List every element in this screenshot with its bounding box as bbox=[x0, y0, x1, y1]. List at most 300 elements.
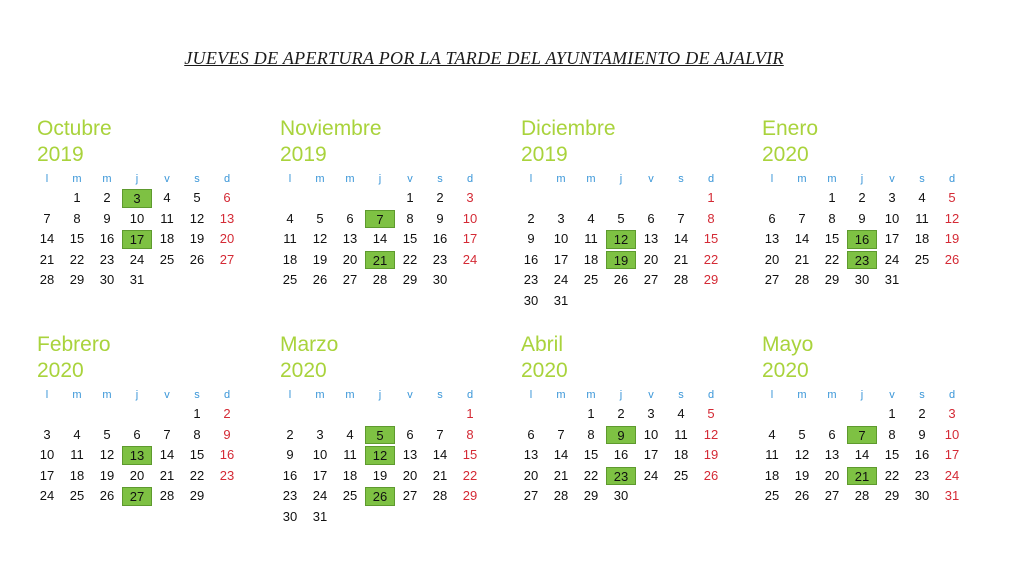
day: 23 bbox=[523, 272, 539, 287]
weekday-label: j bbox=[135, 389, 139, 401]
day: 28 bbox=[673, 272, 689, 287]
empty-cell bbox=[787, 188, 817, 209]
empty-cell bbox=[817, 404, 847, 425]
day: 31 bbox=[553, 292, 569, 308]
weekday-label: j bbox=[860, 389, 864, 401]
open-thursday-day: 19 bbox=[606, 251, 636, 270]
day: 7 bbox=[557, 426, 565, 442]
day: 15 bbox=[462, 447, 478, 462]
weekday-label: m bbox=[72, 389, 82, 401]
weekday-label: d bbox=[466, 389, 474, 401]
weekday-label: l bbox=[529, 389, 533, 401]
day: 30 bbox=[854, 272, 870, 287]
empty-cell bbox=[546, 404, 576, 425]
empty-cell bbox=[757, 404, 787, 425]
day: 28 bbox=[432, 488, 448, 503]
empty-cell bbox=[62, 404, 92, 425]
weekday-label: v bbox=[407, 389, 413, 401]
weekday-header bbox=[32, 170, 247, 188]
day: 2 bbox=[858, 190, 866, 205]
day: 4 bbox=[163, 190, 171, 205]
day: 21 bbox=[794, 251, 810, 267]
open-thursday-day: 17 bbox=[122, 230, 152, 249]
weekday-label: v bbox=[889, 173, 895, 185]
day: 3 bbox=[43, 426, 51, 442]
month-year: 2020 bbox=[762, 359, 809, 382]
day: 12 bbox=[944, 210, 960, 226]
day: 9 bbox=[918, 426, 926, 442]
day-grid bbox=[757, 188, 972, 291]
day: 11 bbox=[70, 447, 84, 462]
day: 11 bbox=[160, 210, 174, 226]
day: 19 bbox=[703, 447, 719, 462]
day: 8 bbox=[406, 210, 414, 226]
day: 24 bbox=[312, 488, 328, 503]
day: 7 bbox=[677, 210, 685, 226]
day: 26 bbox=[703, 467, 719, 483]
day: 2 bbox=[617, 406, 625, 421]
day: 6 bbox=[223, 190, 231, 205]
day: 25 bbox=[673, 467, 689, 483]
day: 20 bbox=[342, 251, 358, 267]
day: 24 bbox=[643, 467, 659, 483]
day: 11 bbox=[915, 210, 929, 226]
empty-cell bbox=[636, 188, 666, 209]
weekday-label: v bbox=[407, 173, 413, 185]
day: 29 bbox=[884, 488, 900, 503]
day: 22 bbox=[824, 251, 840, 267]
page-title: JUEVES DE APERTURA POR LA TARDE DEL AYUNTAMIENTO DE AJALVIR bbox=[184, 48, 784, 68]
day: 13 bbox=[402, 447, 418, 462]
day-grid bbox=[275, 404, 490, 527]
weekday-label: d bbox=[707, 389, 715, 401]
weekday-label: v bbox=[164, 173, 170, 185]
day: 6 bbox=[346, 210, 354, 226]
weekday-label: d bbox=[223, 173, 231, 185]
empty-cell bbox=[576, 188, 606, 209]
day: 15 bbox=[884, 447, 900, 462]
day: 20 bbox=[643, 251, 659, 267]
month-year: 2020 bbox=[762, 143, 809, 166]
day: 31 bbox=[944, 488, 960, 503]
month-octubre bbox=[32, 116, 247, 291]
day: 20 bbox=[824, 467, 840, 483]
day: 5 bbox=[103, 426, 111, 442]
day: 30 bbox=[613, 488, 629, 503]
day: 19 bbox=[99, 467, 115, 483]
day: 8 bbox=[193, 426, 201, 442]
day: 28 bbox=[553, 488, 569, 503]
month-year: 2019 bbox=[280, 143, 327, 166]
weekday-label: l bbox=[770, 389, 774, 401]
day: 30 bbox=[523, 292, 539, 308]
day: 9 bbox=[858, 210, 866, 226]
day: 4 bbox=[918, 190, 926, 205]
day: 1 bbox=[707, 190, 715, 205]
day: 25 bbox=[914, 251, 930, 267]
day: 29 bbox=[703, 272, 719, 287]
month-name: Octubre bbox=[37, 117, 112, 140]
weekday-label: m bbox=[345, 173, 355, 185]
day: 14 bbox=[432, 447, 448, 462]
day: 2 bbox=[223, 406, 231, 421]
month-noviembre bbox=[275, 116, 490, 291]
weekday-label: m bbox=[586, 389, 596, 401]
day: 1 bbox=[193, 406, 201, 421]
day: 19 bbox=[189, 231, 205, 246]
day: 29 bbox=[402, 272, 418, 287]
day: 28 bbox=[794, 272, 810, 287]
day: 12 bbox=[312, 231, 328, 246]
day: 5 bbox=[948, 190, 956, 205]
day: 20 bbox=[764, 251, 780, 267]
day: 25 bbox=[342, 488, 358, 503]
day: 31 bbox=[312, 508, 328, 524]
day: 20 bbox=[219, 231, 235, 246]
weekday-label: s bbox=[919, 173, 925, 185]
weekday-label: d bbox=[707, 173, 715, 185]
day: 28 bbox=[39, 272, 55, 287]
weekday-label: m bbox=[556, 173, 566, 185]
month-year: 2020 bbox=[280, 359, 327, 382]
weekday-label: m bbox=[556, 389, 566, 401]
day: 15 bbox=[69, 231, 85, 246]
day: 31 bbox=[884, 272, 900, 287]
day: 13 bbox=[643, 231, 659, 246]
empty-cell bbox=[666, 188, 696, 209]
weekday-label: m bbox=[315, 389, 325, 401]
day: 30 bbox=[282, 508, 298, 524]
empty-cell bbox=[32, 404, 62, 425]
day: 17 bbox=[643, 447, 659, 462]
day: 27 bbox=[764, 272, 780, 287]
day: 29 bbox=[583, 488, 599, 503]
day: 22 bbox=[402, 251, 418, 267]
empty-cell bbox=[787, 404, 817, 425]
day: 2 bbox=[436, 190, 444, 205]
month-name: Febrero bbox=[37, 333, 111, 356]
day: 21 bbox=[553, 467, 569, 483]
open-thursday-day: 7 bbox=[847, 426, 877, 445]
empty-cell bbox=[275, 188, 305, 209]
day: 24 bbox=[553, 272, 569, 287]
day: 12 bbox=[794, 447, 810, 462]
day: 29 bbox=[462, 488, 478, 503]
day: 18 bbox=[159, 231, 175, 246]
weekday-label: l bbox=[529, 173, 533, 185]
weekday-header bbox=[757, 386, 972, 404]
open-thursday-day: 16 bbox=[847, 230, 877, 249]
day: 29 bbox=[824, 272, 840, 287]
day: 17 bbox=[944, 447, 960, 462]
day: 27 bbox=[824, 488, 840, 503]
weekday-label: j bbox=[135, 173, 139, 185]
day: 16 bbox=[432, 231, 448, 246]
day: 22 bbox=[189, 467, 205, 483]
weekday-label: m bbox=[102, 389, 112, 401]
empty-cell bbox=[365, 188, 395, 209]
day: 30 bbox=[914, 488, 930, 503]
day: 7 bbox=[798, 210, 806, 226]
day: 21 bbox=[159, 467, 175, 483]
empty-cell bbox=[335, 404, 365, 425]
day: 29 bbox=[69, 272, 85, 287]
day: 5 bbox=[707, 406, 715, 421]
weekday-label: m bbox=[827, 389, 837, 401]
open-thursday-day: 9 bbox=[606, 426, 636, 445]
day: 4 bbox=[768, 426, 776, 442]
day: 22 bbox=[703, 251, 719, 267]
day: 4 bbox=[677, 406, 685, 421]
day: 14 bbox=[39, 231, 55, 246]
month-name: Marzo bbox=[280, 333, 339, 356]
day: 7 bbox=[436, 426, 444, 442]
weekday-label: m bbox=[797, 173, 807, 185]
day: 3 bbox=[557, 210, 565, 226]
day: 23 bbox=[914, 467, 930, 483]
weekday-label: m bbox=[586, 173, 596, 185]
day: 24 bbox=[462, 251, 478, 267]
month-name: Enero bbox=[762, 117, 819, 140]
day: 15 bbox=[583, 447, 599, 462]
day: 7 bbox=[43, 210, 51, 226]
day: 2 bbox=[918, 406, 926, 421]
day: 13 bbox=[523, 447, 539, 462]
day: 26 bbox=[189, 251, 205, 267]
day: 18 bbox=[69, 467, 85, 483]
day: 11 bbox=[674, 426, 688, 442]
day: 10 bbox=[553, 231, 569, 246]
weekday-label: v bbox=[648, 389, 654, 401]
day: 12 bbox=[99, 447, 115, 462]
day: 17 bbox=[462, 231, 478, 246]
day: 23 bbox=[219, 467, 235, 483]
weekday-label: d bbox=[948, 389, 956, 401]
day: 16 bbox=[914, 447, 930, 462]
day: 8 bbox=[707, 210, 715, 226]
day: 27 bbox=[523, 488, 539, 503]
day: 18 bbox=[583, 251, 599, 267]
day: 6 bbox=[527, 426, 535, 442]
day: 12 bbox=[189, 210, 205, 226]
month-year: 2019 bbox=[521, 143, 568, 166]
day: 15 bbox=[703, 231, 719, 246]
day: 20 bbox=[523, 467, 539, 483]
empty-cell bbox=[305, 188, 335, 209]
day: 3 bbox=[888, 190, 896, 205]
day: 26 bbox=[613, 272, 629, 287]
day: 31 bbox=[129, 272, 145, 287]
month-name: Abril bbox=[521, 333, 564, 356]
day: 16 bbox=[219, 447, 235, 462]
empty-cell bbox=[395, 404, 425, 425]
empty-cell bbox=[122, 404, 152, 425]
day: 28 bbox=[159, 488, 175, 503]
day: 13 bbox=[824, 447, 840, 462]
open-thursday-day: 21 bbox=[847, 467, 877, 486]
day: 6 bbox=[406, 426, 414, 442]
day: 3 bbox=[466, 190, 474, 205]
day: 19 bbox=[944, 231, 960, 246]
day: 24 bbox=[129, 251, 145, 267]
day: 25 bbox=[583, 272, 599, 287]
day: 23 bbox=[432, 251, 448, 267]
open-thursday-day: 23 bbox=[606, 467, 636, 486]
empty-cell bbox=[32, 188, 62, 209]
day: 24 bbox=[944, 467, 960, 483]
day: 8 bbox=[466, 426, 474, 442]
day: 14 bbox=[673, 231, 689, 246]
open-thursday-day: 12 bbox=[365, 446, 395, 465]
month-year: 2020 bbox=[521, 359, 568, 382]
open-thursday-day: 26 bbox=[365, 487, 395, 506]
day: 27 bbox=[643, 272, 659, 287]
day: 9 bbox=[223, 426, 231, 442]
day: 14 bbox=[854, 447, 870, 462]
weekday-header bbox=[516, 386, 731, 404]
weekday-label: l bbox=[45, 173, 49, 185]
day: 16 bbox=[613, 447, 629, 462]
weekday-label: v bbox=[889, 389, 895, 401]
weekday-label: s bbox=[678, 173, 684, 185]
day: 21 bbox=[432, 467, 448, 483]
day: 10 bbox=[643, 426, 659, 442]
day: 11 bbox=[765, 447, 779, 462]
day: 24 bbox=[39, 488, 55, 503]
day: 14 bbox=[553, 447, 569, 462]
day: 10 bbox=[462, 210, 478, 226]
empty-cell bbox=[847, 404, 877, 425]
weekday-label: m bbox=[72, 173, 82, 185]
open-thursday-day: 3 bbox=[122, 189, 152, 208]
day: 22 bbox=[884, 467, 900, 483]
day: 15 bbox=[824, 231, 840, 246]
day: 5 bbox=[193, 190, 201, 205]
weekday-label: j bbox=[619, 389, 623, 401]
month-mayo bbox=[757, 332, 972, 507]
day: 14 bbox=[372, 231, 388, 246]
day: 1 bbox=[466, 406, 474, 421]
day: 22 bbox=[583, 467, 599, 483]
day: 3 bbox=[647, 406, 655, 421]
day-grid bbox=[275, 188, 490, 291]
day: 22 bbox=[462, 467, 478, 483]
month-diciembre bbox=[516, 116, 731, 311]
day: 9 bbox=[103, 210, 111, 226]
empty-cell bbox=[516, 404, 546, 425]
open-thursday-day: 21 bbox=[365, 251, 395, 270]
day: 5 bbox=[617, 210, 625, 226]
day: 6 bbox=[828, 426, 836, 442]
open-thursday-day: 27 bbox=[122, 487, 152, 506]
day: 30 bbox=[99, 272, 115, 287]
open-thursday-day: 7 bbox=[365, 210, 395, 229]
day-grid bbox=[516, 404, 731, 507]
day: 16 bbox=[99, 231, 115, 246]
day: 27 bbox=[219, 251, 235, 267]
day: 23 bbox=[282, 488, 298, 503]
month-year: 2020 bbox=[37, 359, 84, 382]
day: 20 bbox=[402, 467, 418, 483]
day: 14 bbox=[159, 447, 175, 462]
day: 26 bbox=[794, 488, 810, 503]
weekday-label: s bbox=[194, 389, 200, 401]
empty-cell bbox=[305, 404, 335, 425]
empty-cell bbox=[275, 404, 305, 425]
day: 13 bbox=[342, 231, 358, 246]
weekday-label: s bbox=[678, 389, 684, 401]
day: 8 bbox=[888, 426, 896, 442]
month-name: Diciembre bbox=[521, 117, 616, 140]
day: 19 bbox=[312, 251, 328, 267]
day: 1 bbox=[828, 190, 836, 205]
day: 6 bbox=[768, 210, 776, 226]
weekday-label: s bbox=[194, 173, 200, 185]
weekday-label: s bbox=[437, 389, 443, 401]
day: 8 bbox=[828, 210, 836, 226]
day: 24 bbox=[884, 251, 900, 267]
weekday-label: j bbox=[378, 389, 382, 401]
month-year: 2019 bbox=[37, 143, 84, 166]
day: 6 bbox=[133, 426, 141, 442]
empty-cell bbox=[425, 404, 455, 425]
month-abril bbox=[516, 332, 731, 507]
day: 9 bbox=[286, 447, 294, 462]
day: 21 bbox=[39, 251, 55, 267]
day: 9 bbox=[436, 210, 444, 226]
day: 29 bbox=[189, 488, 205, 503]
open-thursday-day: 5 bbox=[365, 426, 395, 445]
day: 10 bbox=[944, 426, 960, 442]
day: 23 bbox=[99, 251, 115, 267]
month-febrero bbox=[32, 332, 247, 507]
day: 16 bbox=[282, 467, 298, 483]
day: 9 bbox=[527, 231, 535, 246]
day: 4 bbox=[346, 426, 354, 442]
day: 13 bbox=[219, 210, 235, 226]
weekday-label: m bbox=[797, 389, 807, 401]
day: 18 bbox=[914, 231, 930, 246]
day: 27 bbox=[342, 272, 358, 287]
day: 15 bbox=[402, 231, 418, 246]
day: 1 bbox=[73, 190, 81, 205]
day: 14 bbox=[794, 231, 810, 246]
weekday-header bbox=[516, 170, 731, 188]
weekday-label: s bbox=[919, 389, 925, 401]
day: 15 bbox=[189, 447, 205, 462]
day: 4 bbox=[73, 426, 81, 442]
day: 17 bbox=[553, 251, 569, 267]
day: 1 bbox=[587, 406, 595, 421]
month-name: Mayo bbox=[762, 333, 814, 356]
day-grid bbox=[757, 404, 972, 507]
weekday-header bbox=[275, 170, 490, 188]
weekday-label: l bbox=[288, 389, 292, 401]
day: 2 bbox=[527, 210, 535, 226]
day: 18 bbox=[282, 251, 298, 267]
weekday-header bbox=[32, 386, 247, 404]
day: 8 bbox=[73, 210, 81, 226]
day: 2 bbox=[103, 190, 111, 205]
weekday-label: m bbox=[827, 173, 837, 185]
empty-cell bbox=[757, 188, 787, 209]
day: 5 bbox=[798, 426, 806, 442]
weekday-label: l bbox=[45, 389, 49, 401]
open-thursday-day: 13 bbox=[122, 446, 152, 465]
day: 19 bbox=[794, 467, 810, 483]
day: 7 bbox=[163, 426, 171, 442]
weekday-label: v bbox=[648, 173, 654, 185]
